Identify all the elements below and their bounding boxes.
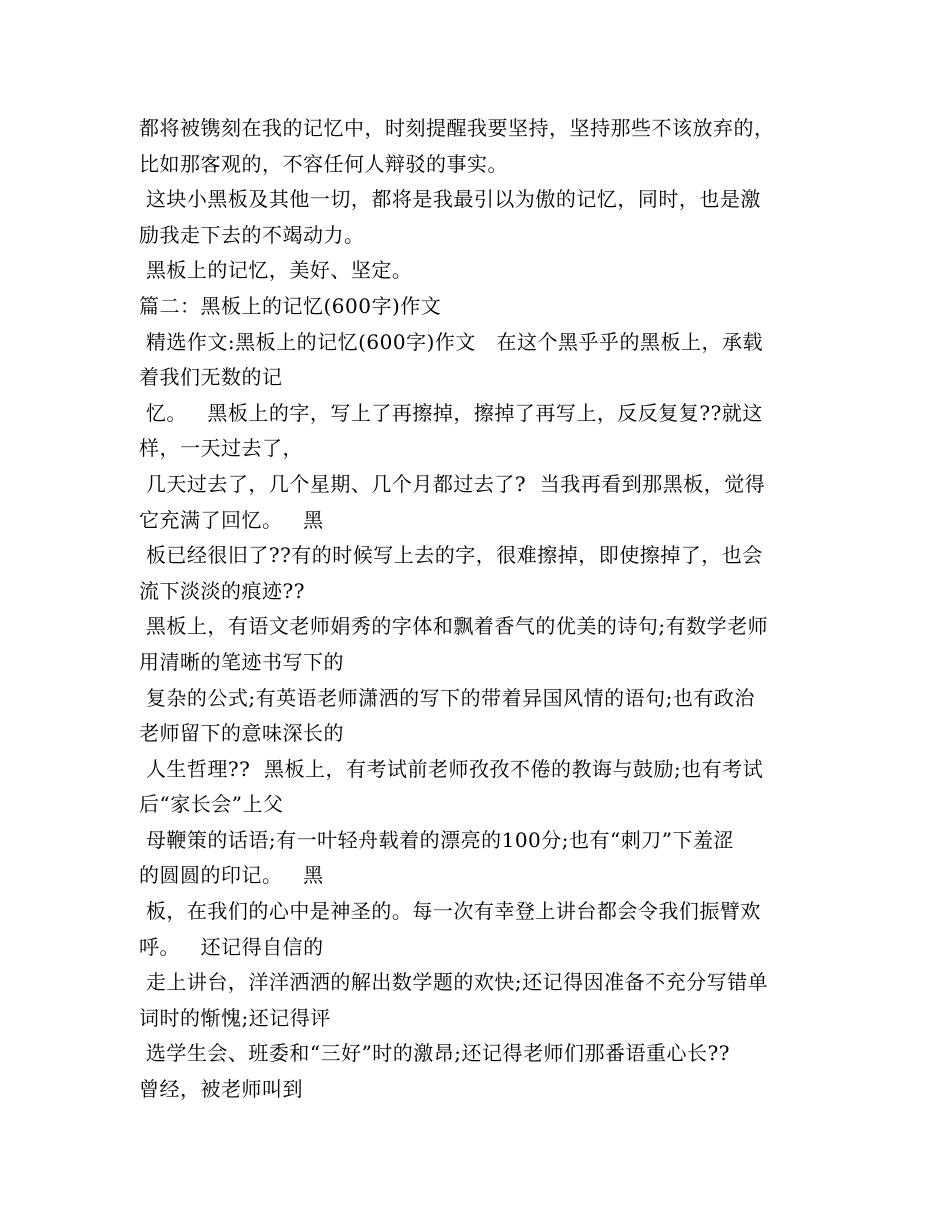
text-line: 板已经很旧了??有的时候写上去的字，很难擦掉，即使擦掉了，也会 xyxy=(139,543,763,568)
document-body xyxy=(139,111,819,1108)
text-line: 着我们无数的记 xyxy=(139,365,283,390)
text-line: 走上讲台，洋洋洒洒的解出数学题的欢快;还记得因准备不充分写错单 xyxy=(139,970,769,995)
text-line: 流下淡淡的痕迹?? xyxy=(139,578,305,603)
section-heading: 篇二：黑板上的记忆(600字)作文 xyxy=(139,293,442,318)
text-line: 板，在我们的心中是神圣的。每一次有幸登上讲台都会令我们振臂欢 xyxy=(139,899,761,924)
text-line: 它充满了回忆。 黑 xyxy=(139,507,324,532)
text-line: 忆。 黑板上的字，写上了再擦掉，擦掉了再写上，反反复复??就这 xyxy=(139,400,763,425)
text-line: 精选作文:黑板上的记忆(600字)作文 在这个黑乎乎的黑板上，承载 xyxy=(139,329,763,354)
text-line: 都将被镌刻在我的记忆中，时刻提醒我要坚持，坚持那些不该放弃的， xyxy=(139,116,775,140)
text-line: 样，一天过去了， xyxy=(139,436,303,461)
text-line: 的圆圆的印记。 黑 xyxy=(139,863,324,888)
text-line: 比如那客观的，不容任何人辩驳的事实。 xyxy=(139,151,508,176)
text-line: 呼。 还记得自信的 xyxy=(139,934,324,959)
text-line: 复杂的公式;有英语老师潇洒的写下的带着异国风情的语句;也有政治 xyxy=(139,685,755,710)
text-line: 励我走下去的不竭动力。 xyxy=(139,222,365,247)
text-line: 后“家长会”上父 xyxy=(139,792,284,817)
text-line: 母鞭策的话语;有一叶轻舟载着的漂亮的100分;也有“刺刀”下羞涩 xyxy=(139,827,734,852)
text-line: 几天过去了，几个星期、几个月都过去了? 当我再看到那黑板，觉得 xyxy=(139,471,766,496)
text-line: 黑板上的记忆，美好、坚定。 xyxy=(139,258,413,283)
text-line: 词时的惭愧;还记得评 xyxy=(139,1005,331,1030)
text-line: 曾经，被老师叫到 xyxy=(139,1077,303,1102)
text-line: 人生哲理?? 黑板上，有考试前老师孜孜不倦的教诲与鼓励;也有考试 xyxy=(139,756,764,781)
text-line: 用清晰的笔迹书写下的 xyxy=(139,649,344,674)
text-line: 黑板上，有语文老师娟秀的字体和飘着香气的优美的诗句;有数学老师 xyxy=(139,614,769,639)
text-line: 这块小黑板及其他一切，都将是我最引以为傲的记忆，同时，也是激 xyxy=(139,187,761,212)
text-line: 老师留下的意味深长的 xyxy=(139,721,344,746)
text-line: 选学生会、班委和“三好”时的激昂;还记得老师们那番语重心长?? xyxy=(139,1041,730,1066)
